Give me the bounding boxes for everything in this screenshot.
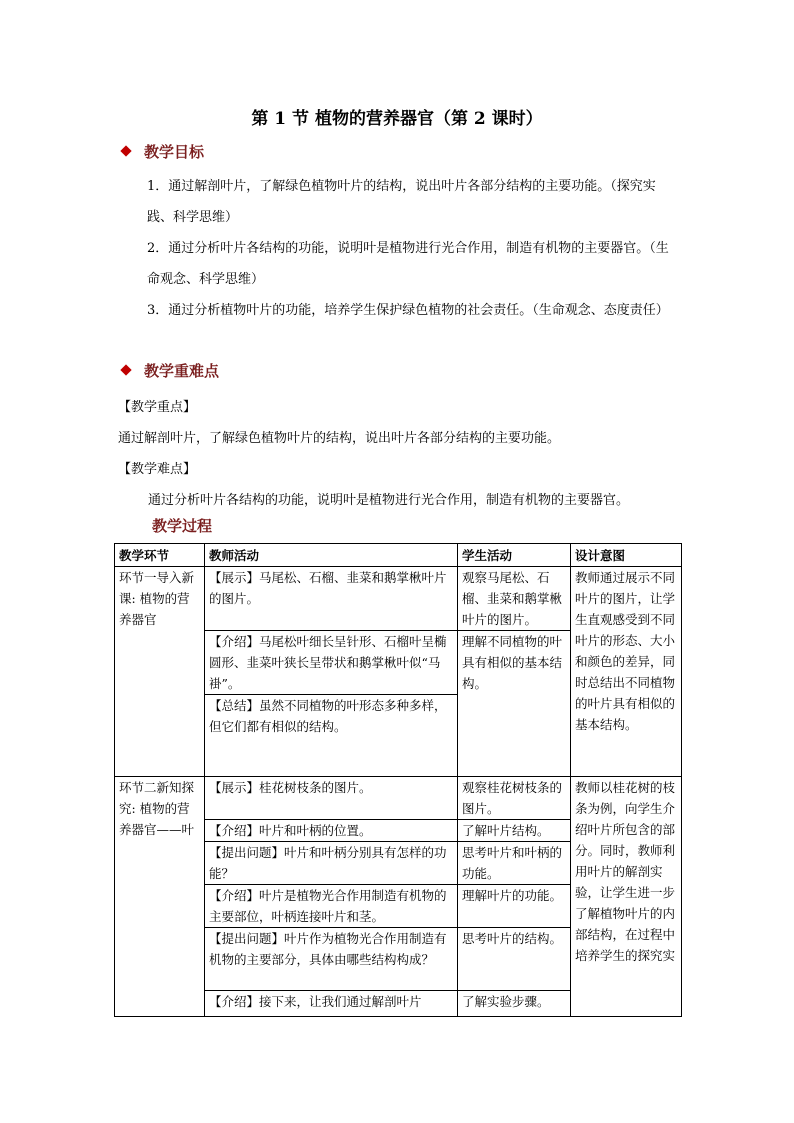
student-activity-cell: 思考叶片和叶柄的功能。 [458,842,571,885]
student-activity-cell: 了解叶片结构。 [458,820,571,842]
process-heading: 教学过程 [152,517,213,535]
column-header: 学生活动 [458,544,571,567]
diamond-bullet-icon [120,145,131,156]
student-activity-cell: 理解不同植物的叶具有相似的基本结构。 [458,631,571,777]
teacher-activity-cell: 【介绍】叶片是植物光合作用制造有机物的主要部位，叶柄连接叶片和茎。 [205,885,458,928]
focus-text: 通过解剖叶片，了解绿色植物叶片的结构，说出叶片各部分结构的主要功能。 [118,431,561,446]
key-points-heading: 教学重难点 [122,360,219,382]
student-activity-cell: 思考叶片的结构。 [458,928,571,991]
design-intent-cell: 教师通过展示不同叶片的图片，让学生直观感受到不同叶片的形态、大小和颜色的差异，同时总结出不同植物的叶片具有相似的基本结构。 [571,567,682,777]
diamond-bullet-icon [120,364,131,375]
column-header: 教学环节 [115,544,205,567]
focus-label: 【教学重点】 [118,400,197,415]
objectives-list [118,171,678,326]
teacher-activity-cell: 【提出问题】叶片作为植物光合作用制造有机物的主要部分，具体由哪些结构构成？ [205,928,458,991]
teacher-activity-cell: 【介绍】马尾松叶细长呈针形、石榴叶呈椭圆形、韭菜叶狭长呈带状和鹅掌楸叶似“马褂”。 [205,631,458,695]
stage-name-cell: 环节一导入新课: 植物的营养器官 [115,567,205,777]
table-row [115,567,682,631]
difficulty-label: 【教学难点】 [118,462,197,477]
difficulty-text: 通过分析叶片各结构的功能，说明叶是植物进行光合作用，制造有机物的主要器官。 [148,493,630,508]
objectives-heading: 教学目标 [122,141,204,163]
teacher-activity-cell: 【展示】桂花树枝条的图片。 [205,777,458,820]
teacher-activity-cell: 【提出问题】叶片和叶柄分别具有怎样的功能？ [205,842,458,885]
student-activity-cell: 观察桂花树枝条的图片。 [458,777,571,820]
student-activity-cell: 理解叶片的功能。 [458,885,571,928]
student-activity-cell: 了解实验步骤。 [458,991,571,1017]
teacher-activity-cell: 【介绍】叶片和叶柄的位置。 [205,820,458,842]
teaching-process-table [114,543,682,1017]
student-activity-cell: 观察马尾松、石榴、韭菜和鹅掌楸叶片的图片。 [458,567,571,631]
page-title: 第 1 节 植物的营养器官（第 2 课时） [251,109,543,129]
teacher-activity-cell: 【介绍】接下来，让我们通过解剖叶片 [205,991,458,1017]
teacher-activity-cell: 【总结】虽然不同植物的叶形态多种多样，但它们都有相似的结构。 [205,695,458,777]
table-header-row [115,544,682,567]
column-header: 教师活动 [205,544,458,567]
design-intent-cell: 教师以桂花树的枝条为例，向学生介绍叶片所包含的部分。同时，教师利用叶片的解剖实验，让学生进一步了解植物叶片的内部结构，在过程中培养学生的探究实 [571,777,682,1017]
objective-item: 2．通过分析叶片各结构的功能，说明叶是植物进行光合作用，制造有机物的主要器官。（生命观念、科学思维） [147,241,669,287]
objective-item: 1．通过解剖叶片，了解绿色植物叶片的结构，说出叶片各部分结构的主要功能。（探究实践、科学思维） [147,179,656,225]
column-header: 设计意图 [571,544,682,567]
table-row [115,777,682,820]
teacher-activity-cell: 【展示】马尾松、石榴、韭菜和鹅掌楸叶片的图片。 [205,567,458,631]
stage-name-cell: 环节二新知探究: 植物的营养器官——叶 [115,777,205,1017]
objective-item: 3．通过分析植物叶片的功能，培养学生保护绿色植物的社会责任。（生命观念、态度责任） [147,303,669,318]
